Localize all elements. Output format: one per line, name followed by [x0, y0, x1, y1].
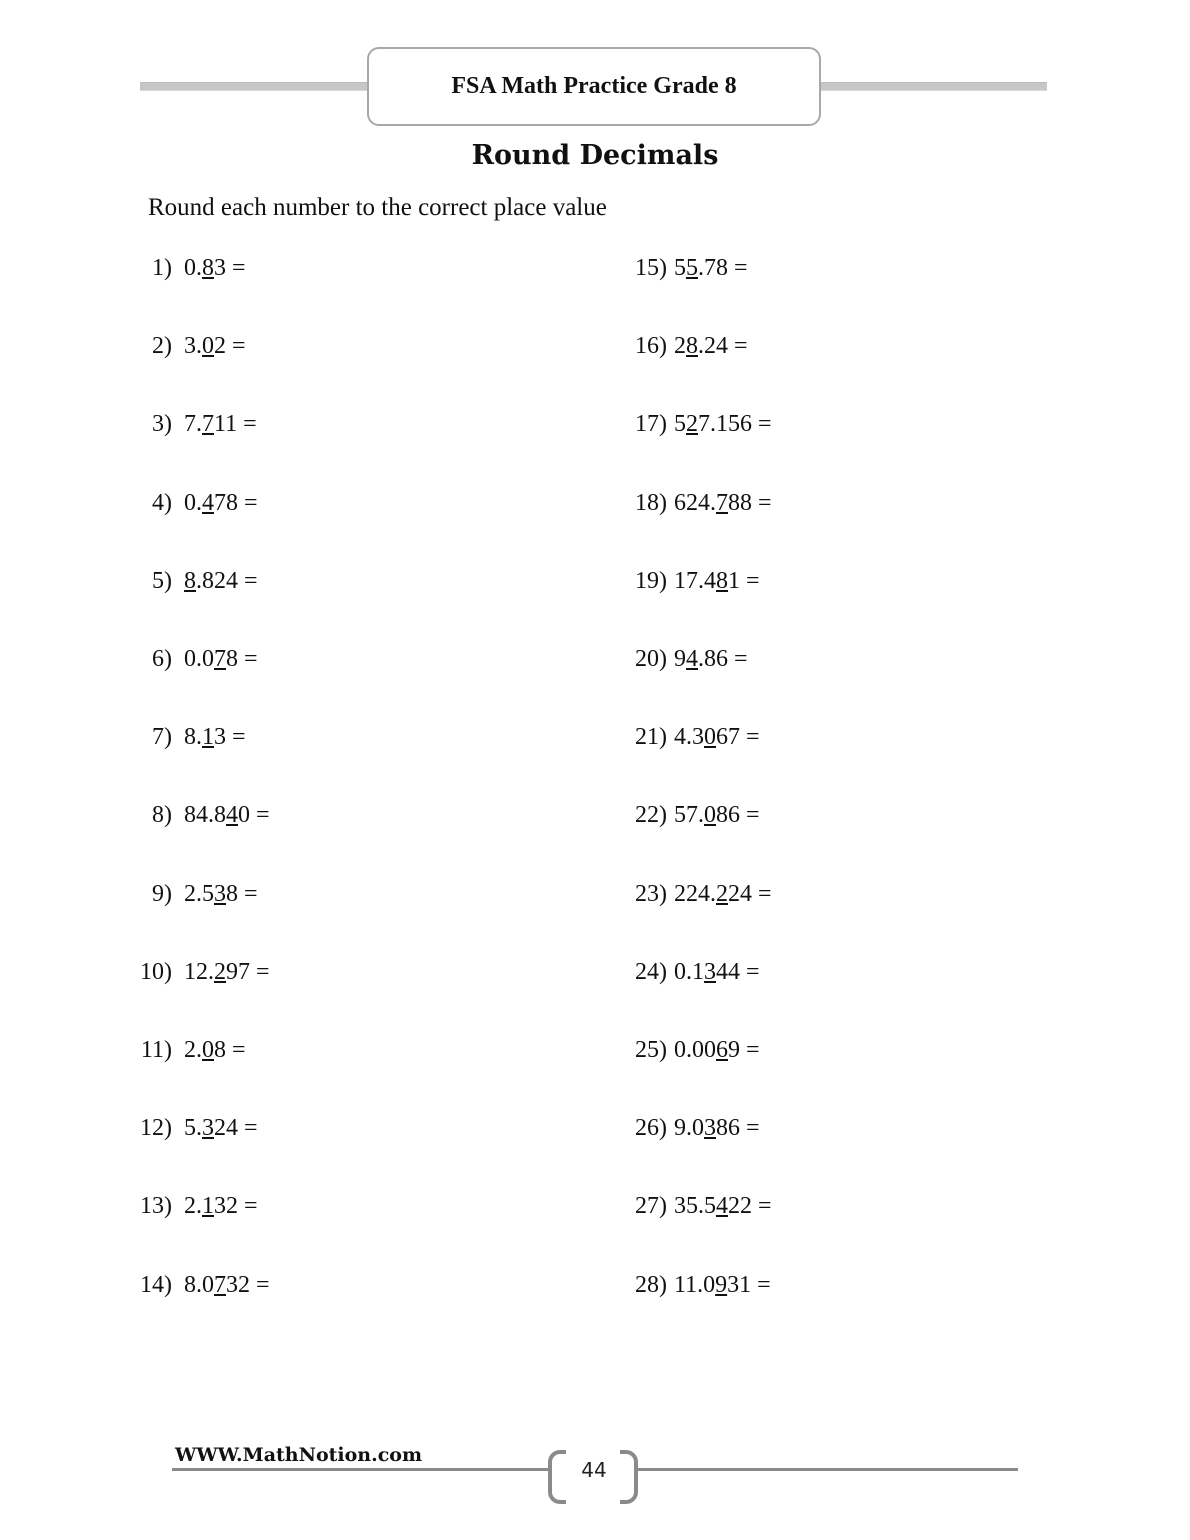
underlined-digit: 4: [226, 802, 238, 829]
problem-number: 9): [152, 880, 172, 907]
digits-after: 9 =: [728, 1037, 760, 1063]
problem-item: [112, 646, 258, 673]
problem-expression: [674, 333, 748, 360]
underlined-digit: 0: [704, 802, 716, 829]
problem-number: 22): [635, 802, 667, 829]
digits-before: 0.0: [184, 646, 214, 672]
underlined-digit: 8: [716, 567, 728, 594]
digits-after: .86 =: [698, 646, 748, 672]
underlined-digit: 2: [716, 880, 728, 907]
digits-after: 0 =: [238, 802, 270, 829]
problem-number: 26): [635, 1115, 667, 1142]
problem-item: [112, 255, 246, 282]
problem-number: 12): [140, 1115, 172, 1142]
underlined-digit: 7: [716, 489, 728, 516]
problem-item: [607, 568, 760, 595]
problem-number: 6): [152, 646, 172, 672]
problem-item: [112, 959, 270, 986]
digits-after: 11 =: [214, 411, 257, 438]
problem-number: 7): [152, 724, 172, 751]
problem-expression: [184, 1272, 270, 1299]
problem-number: 5): [152, 567, 172, 594]
underlined-digit: 1: [202, 1193, 214, 1220]
digits-before: 17.4: [674, 567, 716, 594]
digits-after: 22 =: [728, 1193, 772, 1220]
digits-before: 35.5: [674, 1193, 716, 1220]
problem-item: [607, 724, 760, 751]
underlined-digit: 0: [202, 1037, 214, 1063]
problem-expression: [674, 1037, 760, 1064]
digits-after: .824 =: [196, 567, 258, 594]
digits-before: 5.: [184, 1115, 202, 1142]
problem-number: 17): [635, 411, 667, 438]
problem-expression: [674, 724, 760, 751]
digits-after: 8 =: [226, 646, 258, 672]
underlined-digit: 9: [715, 1271, 728, 1298]
problem-expression: [184, 255, 246, 282]
page-number: 44: [581, 1458, 607, 1482]
problem-item: [112, 411, 257, 438]
worksheet-title: Round Decimals: [471, 140, 719, 171]
digits-before: 2.: [184, 1037, 202, 1063]
underlined-digit: 0: [704, 724, 716, 751]
digits-before: 11.0: [674, 1271, 716, 1298]
footer-website[interactable]: WWW.MathNotion.com: [175, 1444, 423, 1466]
digits-before: 2: [674, 333, 686, 360]
digits-after: 8 =: [214, 1037, 246, 1063]
problem-item: [607, 802, 760, 829]
problem-expression: [184, 568, 258, 595]
problem-item: [607, 333, 748, 360]
problem-item: [607, 1193, 772, 1220]
underlined-digit: 7: [214, 646, 226, 672]
problem-number: 21): [635, 724, 667, 751]
digits-before: 9.0: [674, 1115, 704, 1142]
problem-expression: [674, 802, 760, 829]
digits-before: 3.: [184, 333, 202, 360]
digits-before: 8.: [184, 724, 202, 751]
digits-before: 9: [674, 646, 686, 672]
problem-number: 23): [635, 880, 667, 907]
problem-number: 14): [140, 1271, 172, 1298]
problem-number: 8): [152, 802, 172, 829]
problem-item: [112, 490, 258, 517]
underlined-digit: 2: [686, 411, 698, 438]
problem-number: 24): [635, 958, 667, 985]
digits-before: 7.: [184, 411, 202, 438]
digits-after: 3 =: [214, 724, 246, 751]
digits-after: 2 =: [214, 333, 246, 360]
footer-rule-left: [172, 1468, 550, 1471]
problem-number: 19): [635, 567, 667, 594]
problem-expression: [184, 1193, 258, 1220]
problem-item: [607, 881, 772, 908]
digits-before: 2.: [184, 1193, 202, 1220]
problem-expression: [184, 411, 257, 438]
problem-number: 3): [152, 411, 172, 438]
problem-item: [607, 411, 772, 438]
digits-before: 2.5: [184, 880, 214, 907]
underlined-digit: 1: [202, 724, 214, 751]
underlined-digit: 3: [704, 1115, 716, 1142]
underlined-digit: 3: [202, 1115, 214, 1142]
problem-expression: [674, 881, 772, 908]
problem-number: 15): [635, 255, 667, 281]
problem-number: 1): [152, 255, 172, 281]
digits-before: 57.: [674, 802, 704, 829]
problem-expression: [674, 1193, 772, 1220]
digits-before: 5: [674, 255, 686, 281]
digits-after: 67 =: [716, 724, 760, 751]
underlined-digit: 3: [214, 880, 226, 907]
problem-number: 10): [140, 958, 172, 985]
digits-after: 88 =: [728, 489, 772, 516]
problem-expression: [184, 333, 246, 360]
underlined-digit: 8: [202, 255, 214, 281]
digits-after: .24 =: [698, 333, 748, 360]
digits-after: 7.156 =: [698, 411, 772, 438]
problem-item: [112, 724, 246, 751]
digits-before: 624.: [674, 489, 716, 516]
problem-expression: [184, 881, 258, 908]
problem-number: 18): [635, 489, 667, 516]
digits-after: .78 =: [698, 255, 748, 281]
problem-item: [112, 568, 258, 595]
digits-after: 24 =: [728, 880, 772, 907]
problem-expression: [674, 411, 772, 438]
underlined-digit: 8: [184, 567, 196, 594]
problem-item: [607, 1115, 760, 1142]
problem-expression: [674, 255, 748, 282]
problem-expression: [674, 568, 760, 595]
digits-after: 86 =: [716, 802, 760, 829]
digits-before: 0.1: [674, 958, 704, 985]
underlined-digit: 7: [202, 411, 214, 438]
digits-after: 32 =: [214, 1193, 258, 1220]
digits-after: 78 =: [214, 489, 258, 516]
underlined-digit: 8: [686, 333, 698, 360]
problem-number: 28): [635, 1271, 667, 1298]
problem-item: [112, 1272, 270, 1299]
problem-item: [607, 255, 748, 282]
underlined-digit: 7: [214, 1271, 226, 1298]
problem-number: 27): [635, 1193, 667, 1220]
digits-before: 5: [674, 411, 686, 438]
digits-after: 31 =: [727, 1271, 771, 1298]
header-rule-left: [140, 82, 368, 91]
header-title: FSA Math Practice Grade 8: [367, 47, 821, 126]
underlined-digit: 2: [214, 958, 226, 985]
digits-after: 8 =: [226, 880, 258, 907]
problem-expression: [674, 1272, 771, 1299]
digits-before: 8.0: [184, 1271, 214, 1298]
problem-number: 4): [152, 489, 172, 516]
problem-item: [112, 1115, 258, 1142]
problem-number: 13): [140, 1193, 172, 1220]
problem-item: [607, 1272, 771, 1299]
problem-expression: [674, 1115, 760, 1142]
digits-before: 0.: [184, 255, 202, 281]
footer-rule-right: [637, 1468, 1018, 1471]
underlined-digit: 3: [704, 958, 716, 985]
problem-expression: [184, 1115, 258, 1142]
problem-item: [112, 1193, 258, 1220]
underlined-digit: 5: [686, 255, 698, 281]
digits-before: 0.: [184, 489, 202, 516]
digits-after: 86 =: [716, 1115, 760, 1142]
problem-expression: [184, 1037, 246, 1064]
problem-expression: [674, 959, 760, 986]
digits-before: 84.8: [184, 802, 226, 829]
problem-expression: [184, 646, 258, 673]
header-rule-right: [818, 82, 1047, 91]
problem-item: [607, 490, 772, 517]
digits-before: 4.3: [674, 724, 704, 751]
underlined-digit: 4: [716, 1193, 728, 1220]
digits-after: 1 =: [728, 567, 760, 594]
problem-item: [112, 802, 270, 829]
problem-expression: [674, 490, 772, 517]
digits-after: 97 =: [226, 958, 270, 985]
digits-after: 3 =: [214, 255, 246, 281]
digits-before: 0.00: [674, 1037, 716, 1063]
underlined-digit: 0: [202, 333, 214, 360]
problem-number: 20): [635, 646, 667, 672]
problem-number: 11): [140, 1037, 172, 1063]
problem-number: 16): [635, 333, 667, 360]
problem-item: [607, 1037, 760, 1064]
problem-expression: [674, 646, 748, 673]
problem-expression: [184, 802, 270, 829]
problem-expression: [184, 724, 246, 751]
problem-item: [607, 646, 748, 673]
digits-before: 12.: [184, 958, 214, 985]
problem-number: 25): [635, 1037, 667, 1063]
problem-expression: [184, 490, 258, 517]
digits-after: 24 =: [214, 1115, 258, 1142]
underlined-digit: 4: [202, 489, 214, 516]
digits-after: 44 =: [716, 958, 760, 985]
problem-number: 2): [152, 333, 172, 360]
problem-item: [112, 333, 246, 360]
problem-item: [112, 881, 258, 908]
problem-expression: [184, 959, 270, 986]
problem-item: [607, 959, 760, 986]
digits-after: 32 =: [226, 1271, 270, 1298]
digits-before: 224.: [674, 880, 716, 907]
underlined-digit: 6: [716, 1037, 728, 1063]
problem-item: [112, 1037, 246, 1064]
underlined-digit: 4: [686, 646, 698, 672]
worksheet-instructions: Round each number to the correct place value: [148, 194, 607, 221]
